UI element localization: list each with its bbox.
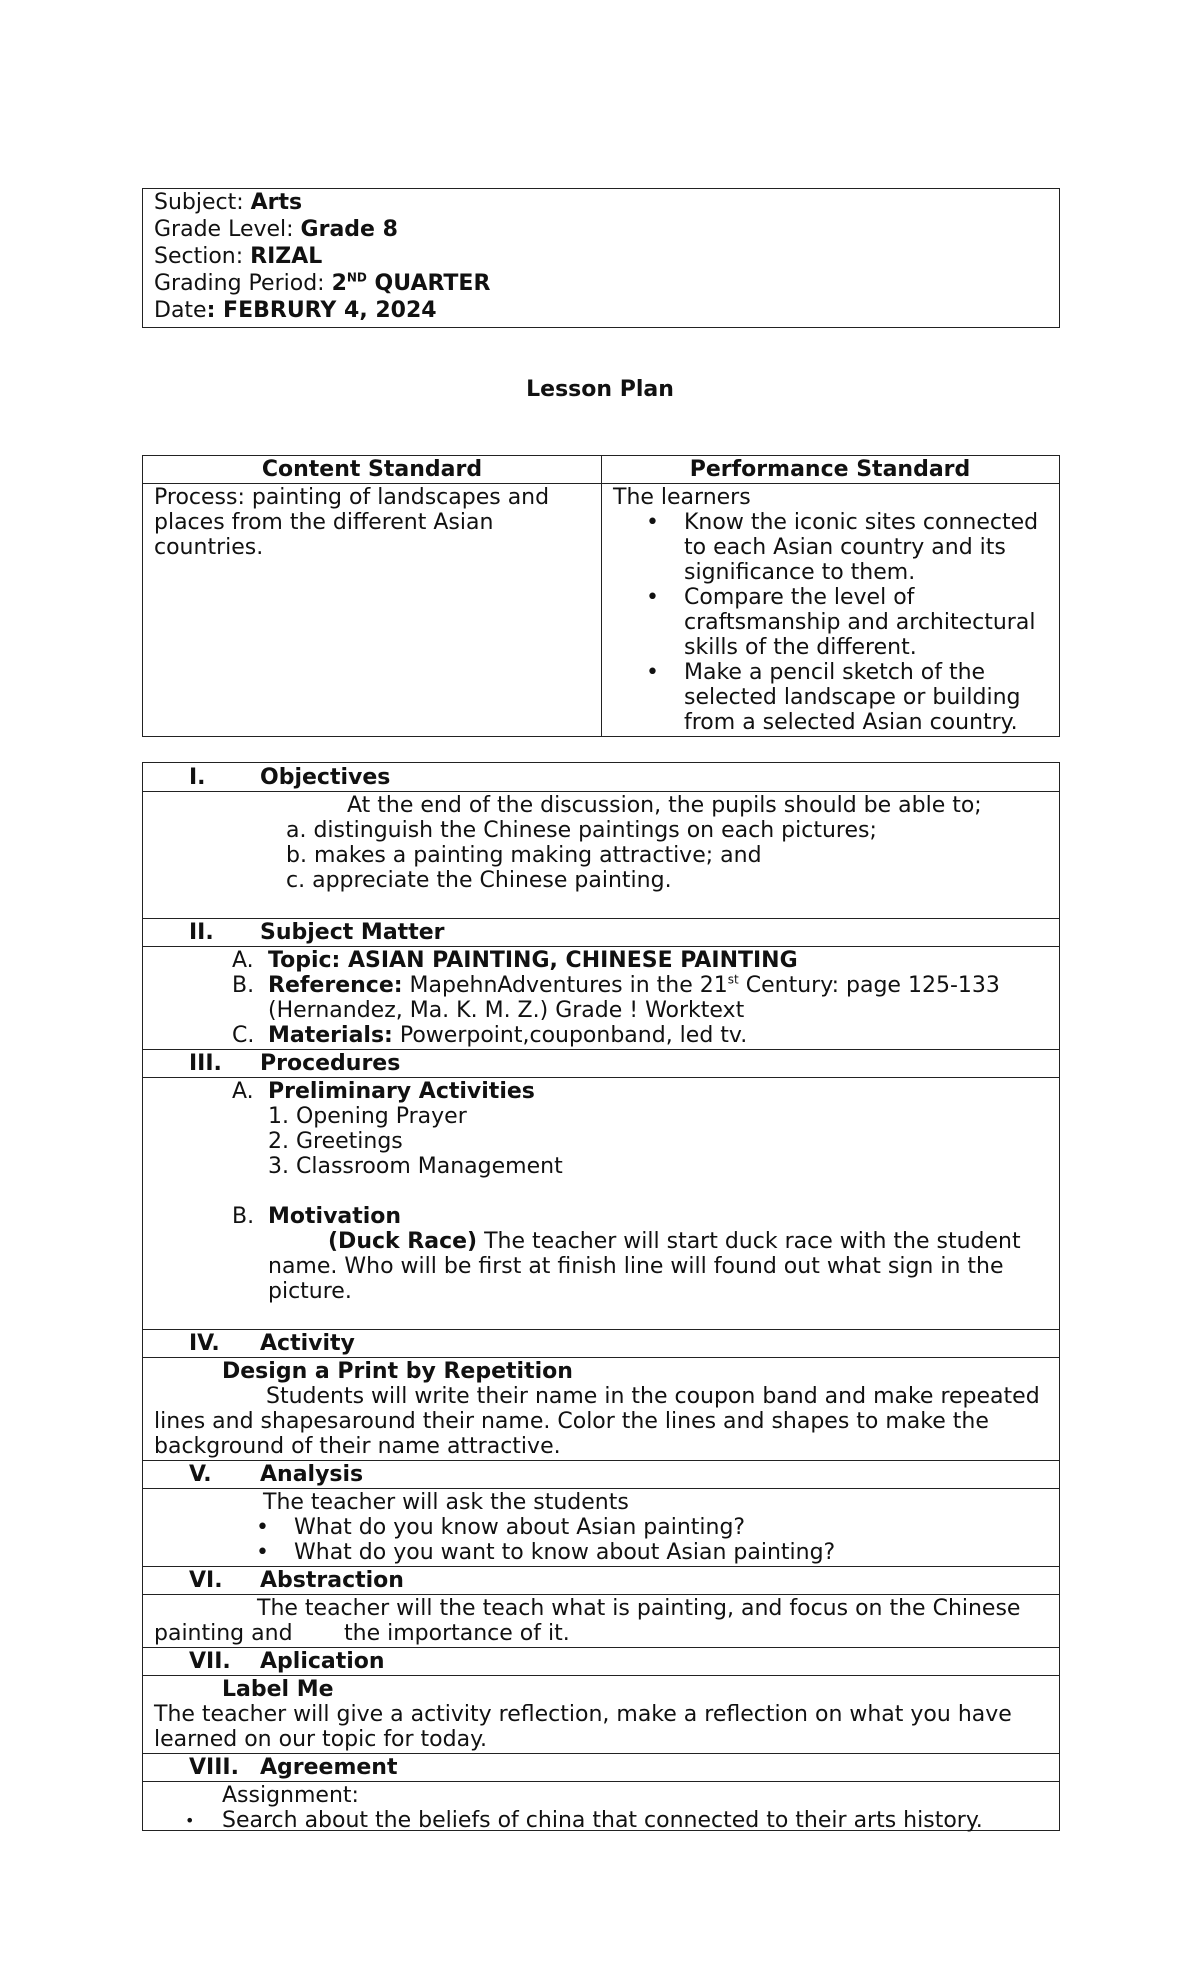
abstraction-text: painting and — [154, 1621, 293, 1646]
subject-line: Subject: Arts — [154, 190, 303, 215]
assignment-label: Assignment: — [222, 1783, 359, 1808]
list-item: • What do you know about Asian painting? — [154, 1515, 1048, 1540]
objective-item: c. appreciate the Chinese painting. — [286, 868, 672, 893]
abstraction-text: the importance of it. — [344, 1621, 570, 1646]
objective-item: b. makes a painting making attractive; and — [286, 843, 762, 868]
grade-value: Grade 8 — [300, 217, 398, 242]
activity-text: background of their name attractive. — [154, 1434, 561, 1459]
header-rule — [143, 483, 1059, 484]
standards-table — [142, 455, 1060, 737]
activity-text: Students will write their name in the coupon band and make repeated — [266, 1384, 1040, 1409]
list-item: • Make a pencil sketch of the selected landscape or building from a selected Asian country. — [613, 660, 1053, 735]
list-item: • Know the iconic sites connected to each Asian country and its significance to them. — [613, 510, 1053, 585]
date-line: Date: FEBRURY 4, 2024 — [154, 298, 437, 323]
period-value: 2ND QUARTER — [331, 270, 491, 296]
performance-standard-header: Performance Standard — [689, 457, 971, 482]
activity-text: lines and shapesaround their name. Color the lines and shapes to make the — [154, 1409, 989, 1434]
grade-line: Grade Level: Grade 8 — [154, 217, 398, 242]
assignment-item: Search about the beliefs of china that connected to their arts history. — [222, 1808, 983, 1833]
section-line: Section: RIZAL — [154, 244, 323, 269]
period-line: Grading Period: 2ND QUARTER — [154, 270, 491, 296]
content-standard-text: Process: painting of landscapes and places from the different Asian countries. — [154, 485, 550, 560]
performance-intro: The learners — [613, 485, 751, 510]
abstraction-text: The teacher will the teach what is painting, and focus on the Chinese — [257, 1596, 1021, 1621]
header-info-box — [142, 188, 1060, 328]
application-subtitle: Label Me — [222, 1677, 334, 1702]
activity-subtitle: Design a Print by Repetition — [222, 1359, 573, 1384]
analysis-list — [154, 1515, 1048, 1565]
performance-standard-cell — [613, 485, 1053, 735]
objective-item: a. distinguish the Chinese paintings on each pictures; — [286, 818, 877, 843]
lesson-table: I. Objectives At the end of the discussion, the pupils should be able to; a. distinguish the Chinese paintings on each pictures; b. makes a painting making attractive; and c. appreciate the Chinese painting. II. Subject Matter A. Topic: ASIAN PAINTING, CHINESE PAINTING B. Reference: MapehnAdventures in the 21st Century: page 125-133 (Hernandez, Ma. K. M. Z.) Grade ! Worktext C. Materials: Powerpoint,couponband, led tv. III. Procedures A. Preliminary Activities 1. Opening Prayer 2. Greetings 3. Classroom Management B. Motivation (Duck Race) The teacher will start duck race with the student name. Who will be first at finish line will found out what sign in the picture. IV. Activity Design a Print by Repetition Students will write their name in the coupon band and make repeated lines and shapesaround their name. Color the lines and shapes to make the background of their name attractive. V. Analysis The teacher will ask the students • What do you know about Asian painting? • What do you want to know about Asian painting? VI. Abstraction The teacher will the teach what is painting, and focus on the Chinese painting and the importance of it. VII. Aplication Label Me The teacher will give a activity reflection, make a reflection on what you have learned on our topic for today. VIII. Agreement Assignment: • Search about the beliefs of china that connected to their arts history. — [142, 762, 1060, 1831]
content-standard-header: Content Standard — [261, 457, 483, 482]
page-title: Lesson Plan — [526, 377, 674, 402]
list-item: • Compare the level of craftsmanship and architectural skills of the different. — [613, 585, 1053, 660]
list-item: • What do you want to know about Asian painting? — [154, 1540, 1048, 1565]
bullet-icon: • — [185, 1811, 195, 1830]
application-text: The teacher will give a activity reflection, make a reflection on what you have — [154, 1702, 1012, 1727]
topic-text: Topic: ASIAN PAINTING, CHINESE PAINTING — [268, 948, 798, 973]
column-divider — [601, 456, 602, 736]
date-value: : FEBRURY 4, 2024 — [206, 298, 437, 323]
analysis-intro: The teacher will ask the students — [263, 1490, 629, 1515]
subject-value: Arts — [250, 190, 303, 215]
objectives-intro: At the end of the discussion, the pupils should be able to; — [347, 793, 982, 818]
application-text: learned on our topic for today. — [154, 1727, 487, 1752]
performance-list — [613, 510, 1053, 735]
section-value: RIZAL — [250, 244, 323, 269]
